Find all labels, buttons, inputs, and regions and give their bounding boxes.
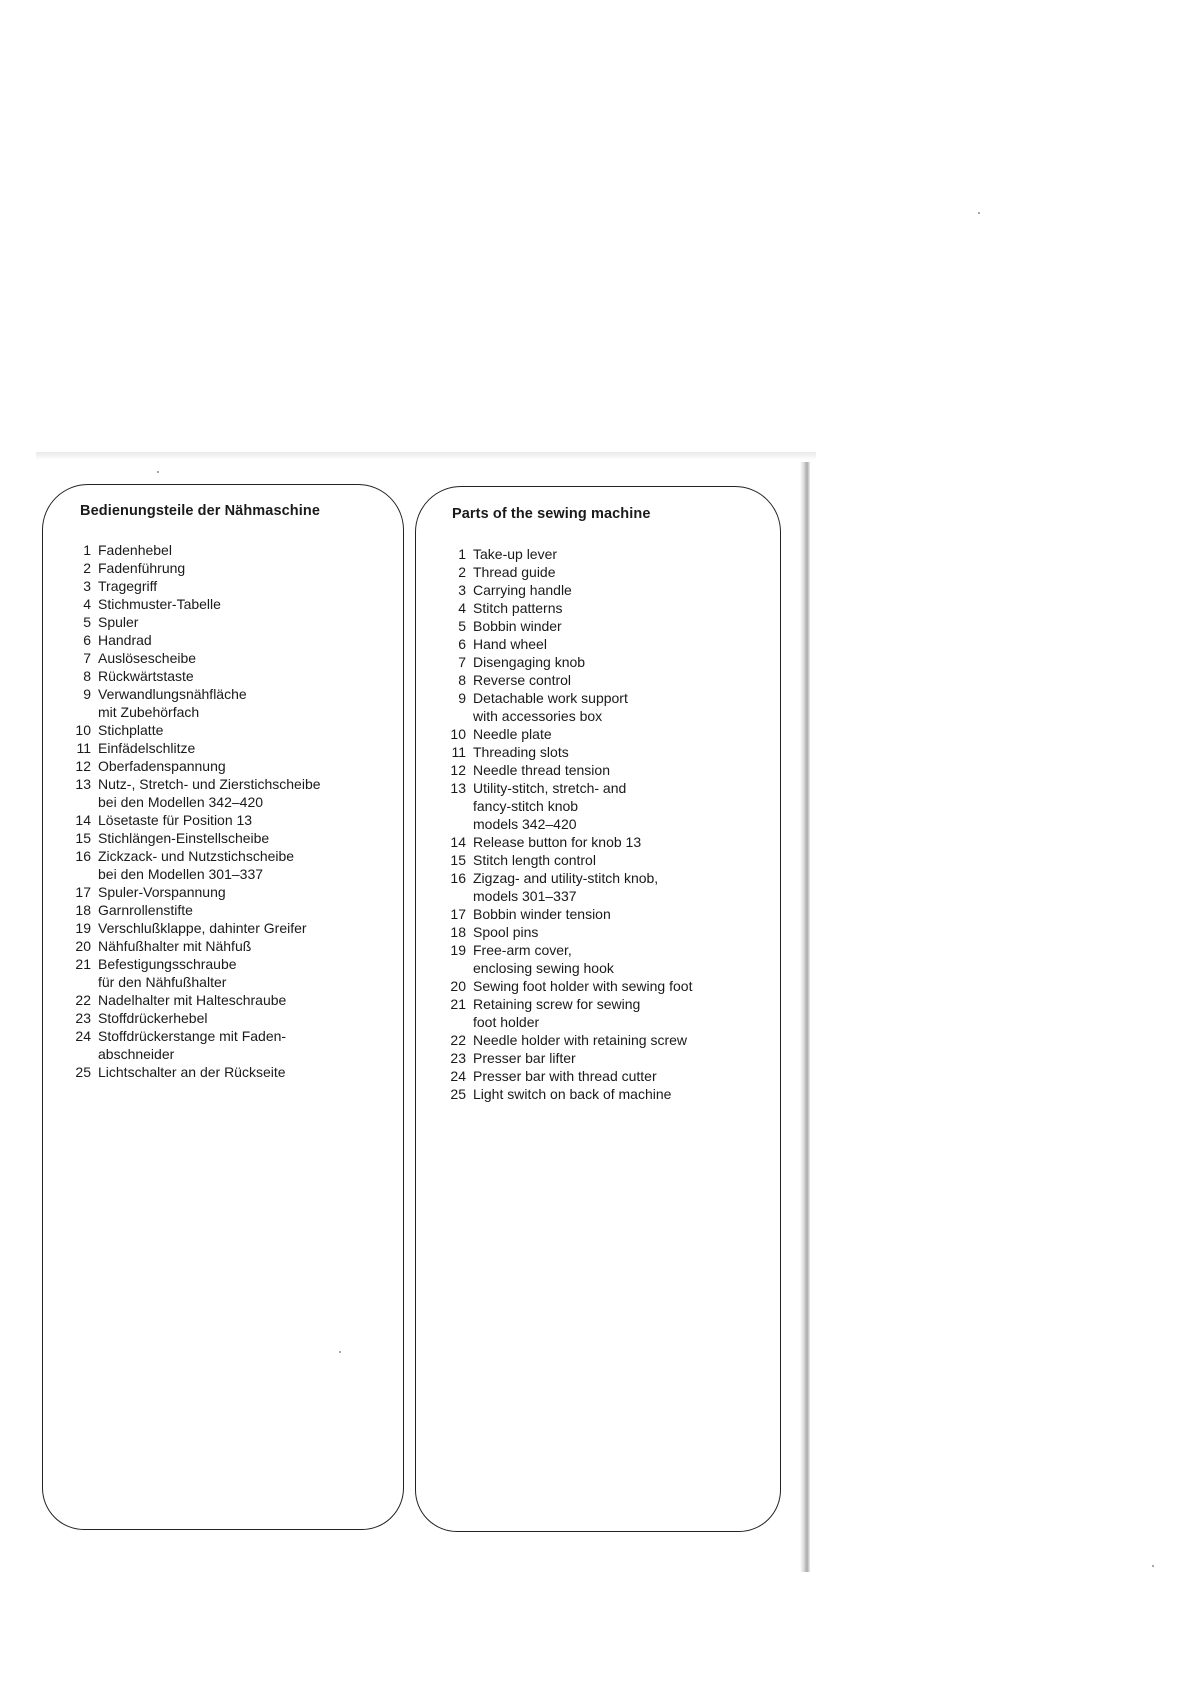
part-number: 24: [450, 1068, 466, 1084]
part-description: Disengaging knob: [473, 654, 586, 670]
part-description: Oberfadenspannung: [98, 758, 226, 774]
part-description: Sewing foot holder with sewing foot: [473, 978, 693, 994]
part-number: 12: [75, 758, 91, 774]
part-list-item: [67, 901, 397, 919]
part-number: 19: [75, 920, 91, 936]
part-description: Stichplatte: [98, 722, 164, 738]
part-list-item: [442, 545, 772, 563]
part-list-item: [67, 631, 397, 649]
part-number: 7: [83, 650, 91, 666]
part-description: Reverse control: [473, 672, 572, 688]
part-number: 6: [83, 632, 91, 648]
part-description: Stoffdrückerstange mit Faden- abschneider: [98, 1028, 287, 1062]
scan-speck: [157, 471, 159, 473]
part-description: Threading slots: [473, 744, 569, 760]
german-parts-panel: [42, 484, 404, 1530]
part-number: 3: [458, 582, 466, 598]
part-description: Fadenführung: [98, 560, 186, 576]
part-number: 23: [75, 1010, 91, 1026]
part-description: Needle holder with retaining screw: [473, 1032, 687, 1048]
part-list-item: [442, 851, 772, 869]
part-number: 23: [450, 1050, 466, 1066]
part-number: 17: [450, 906, 466, 922]
part-description: Stichmuster-Tabelle: [98, 596, 221, 612]
part-description: Auslösescheibe: [98, 650, 197, 666]
scan-shadow-top: [36, 452, 816, 460]
part-list-item: [442, 599, 772, 617]
part-description: Utility-stitch, stretch- and fancy-stitch knob models 342–420: [473, 780, 627, 832]
part-description: Zickzack- und Nutzstichscheibe bei den Modellen 301–337: [98, 848, 295, 882]
english-parts-list: [442, 545, 772, 1103]
part-list-item: [442, 1067, 772, 1085]
part-description: Take-up lever: [473, 546, 558, 562]
part-number: 16: [450, 870, 466, 886]
part-list-item: [67, 1009, 397, 1027]
part-description: Bobbin winder tension: [473, 906, 611, 922]
part-number: 11: [76, 740, 91, 756]
part-number: 1: [83, 542, 91, 558]
part-list-item: [67, 739, 397, 757]
part-list-item: [442, 995, 772, 1031]
part-list-item: [67, 991, 397, 1009]
part-number: 19: [450, 942, 466, 958]
part-number: 16: [75, 848, 91, 864]
part-description: Spuler-Vorspannung: [98, 884, 226, 900]
part-description: Needle plate: [473, 726, 552, 742]
part-list-item: [442, 833, 772, 851]
part-list-item: [442, 761, 772, 779]
part-list-item: [442, 617, 772, 635]
german-panel-title: Bedienungsteile der Nähmaschine: [80, 503, 320, 519]
part-list-item: [67, 613, 397, 631]
english-panel-title: Parts of the sewing machine: [452, 506, 651, 522]
part-list-item: [442, 653, 772, 671]
part-number: 12: [450, 762, 466, 778]
part-number: 2: [458, 564, 466, 580]
part-number: 2: [83, 560, 91, 576]
part-number: 21: [75, 956, 91, 972]
part-list-item: [67, 937, 397, 955]
part-list-item: [67, 721, 397, 739]
part-number: 24: [75, 1028, 91, 1044]
part-list-item: [67, 829, 397, 847]
part-list-item: [67, 775, 397, 811]
part-list-item: [67, 649, 397, 667]
part-number: 22: [450, 1032, 466, 1048]
part-number: 8: [458, 672, 466, 688]
part-list-item: [442, 923, 772, 941]
part-list-item: [67, 1027, 397, 1063]
part-list-item: [67, 685, 397, 721]
part-number: 20: [450, 978, 466, 994]
part-list-item: [442, 581, 772, 599]
part-description: Lösetaste für Position 13: [98, 812, 253, 828]
scan-speck: [1152, 1565, 1154, 1567]
part-number: 10: [75, 722, 91, 738]
part-number: 14: [75, 812, 91, 828]
part-number: 7: [458, 654, 466, 670]
part-number: 25: [75, 1064, 91, 1080]
part-number: 15: [75, 830, 91, 846]
part-description: Light switch on back of machine: [473, 1086, 672, 1102]
part-description: Detachable work support with accessories box: [473, 690, 628, 724]
part-list-item: [67, 559, 397, 577]
part-number: 17: [75, 884, 91, 900]
part-list-item: [67, 847, 397, 883]
part-number: 3: [83, 578, 91, 594]
part-list-item: [67, 919, 397, 937]
part-number: 18: [75, 902, 91, 918]
english-parts-panel: [415, 486, 781, 1532]
part-description: Bobbin winder: [473, 618, 562, 634]
part-description: Zigzag- and utility-stitch knob, models 301–337: [473, 870, 659, 904]
part-number: 5: [83, 614, 91, 630]
part-number: 20: [75, 938, 91, 954]
part-list-item: [442, 1031, 772, 1049]
part-description: Stichlängen-Einstellscheibe: [98, 830, 270, 846]
part-description: Hand wheel: [473, 636, 547, 652]
part-number: 6: [458, 636, 466, 652]
part-list-item: [442, 563, 772, 581]
part-list-item: [442, 977, 772, 995]
german-parts-list: [67, 541, 397, 1081]
part-list-item: [442, 941, 772, 977]
part-description: Stitch length control: [473, 852, 596, 868]
part-number: 1: [458, 546, 466, 562]
part-description: Nähfußhalter mit Nähfuß: [98, 938, 252, 954]
part-number: 4: [458, 600, 466, 616]
part-description: Carrying handle: [473, 582, 572, 598]
part-number: 18: [450, 924, 466, 940]
part-description: Befestigungsschraube für den Nähfußhalter: [98, 956, 237, 990]
part-list-item: [67, 595, 397, 613]
part-number: 14: [450, 834, 466, 850]
part-number: 25: [450, 1086, 466, 1102]
part-list-item: [67, 667, 397, 685]
part-description: Handrad: [98, 632, 152, 648]
part-description: Lichtschalter an der Rückseite: [98, 1064, 286, 1080]
part-list-item: [442, 689, 772, 725]
part-description: Release button for knob 13: [473, 834, 642, 850]
part-number: 13: [75, 776, 91, 792]
part-number: 15: [450, 852, 466, 868]
part-list-item: [442, 869, 772, 905]
part-list-item: [442, 671, 772, 689]
part-description: Verwandlungsnähfläche mit Zubehörfach: [98, 686, 247, 720]
part-list-item: [442, 743, 772, 761]
part-description: Rückwärtstaste: [98, 668, 194, 684]
part-list-item: [67, 811, 397, 829]
part-list-item: [442, 725, 772, 743]
part-list-item: [67, 577, 397, 595]
part-list-item: [442, 905, 772, 923]
scan-speck: [978, 212, 980, 214]
part-description: Retaining screw for sewing foot holder: [473, 996, 641, 1030]
part-number: 4: [83, 596, 91, 612]
part-number: 11: [451, 744, 466, 760]
part-list-item: [67, 883, 397, 901]
part-description: Einfädelschlitze: [98, 740, 196, 756]
part-number: 8: [83, 668, 91, 684]
part-number: 21: [450, 996, 466, 1012]
part-number: 9: [458, 690, 466, 706]
part-description: Spool pins: [473, 924, 539, 940]
part-number: 9: [83, 686, 91, 702]
part-description: Nadelhalter mit Halteschraube: [98, 992, 287, 1008]
part-description: Presser bar with thread cutter: [473, 1068, 657, 1084]
part-number: 13: [450, 780, 466, 796]
part-description: Nutz-, Stretch- und Zierstichscheibe bei den Modellen 342–420: [98, 776, 321, 810]
part-description: Stitch patterns: [473, 600, 563, 616]
part-description: Verschlußklappe, dahinter Greifer: [98, 920, 307, 936]
part-list-item: [442, 1085, 772, 1103]
part-description: Fadenhebel: [98, 542, 172, 558]
part-list-item: [67, 1063, 397, 1081]
part-description: Needle thread tension: [473, 762, 610, 778]
part-list-item: [67, 955, 397, 991]
part-description: Stoffdrückerhebel: [98, 1010, 208, 1026]
part-description: Free-arm cover, enclosing sewing hook: [473, 942, 614, 976]
part-description: Spuler: [98, 614, 139, 630]
part-number: 22: [75, 992, 91, 1008]
part-list-item: [442, 635, 772, 653]
part-description: Tragegriff: [98, 578, 158, 594]
scan-shadow-right: [800, 462, 810, 1572]
part-description: Garnrollenstifte: [98, 902, 193, 918]
part-list-item: [442, 1049, 772, 1067]
part-list-item: [67, 541, 397, 559]
part-description: Presser bar lifter: [473, 1050, 576, 1066]
part-number: 10: [450, 726, 466, 742]
part-number: 5: [458, 618, 466, 634]
part-list-item: [442, 779, 772, 833]
part-list-item: [67, 757, 397, 775]
part-description: Thread guide: [473, 564, 556, 580]
